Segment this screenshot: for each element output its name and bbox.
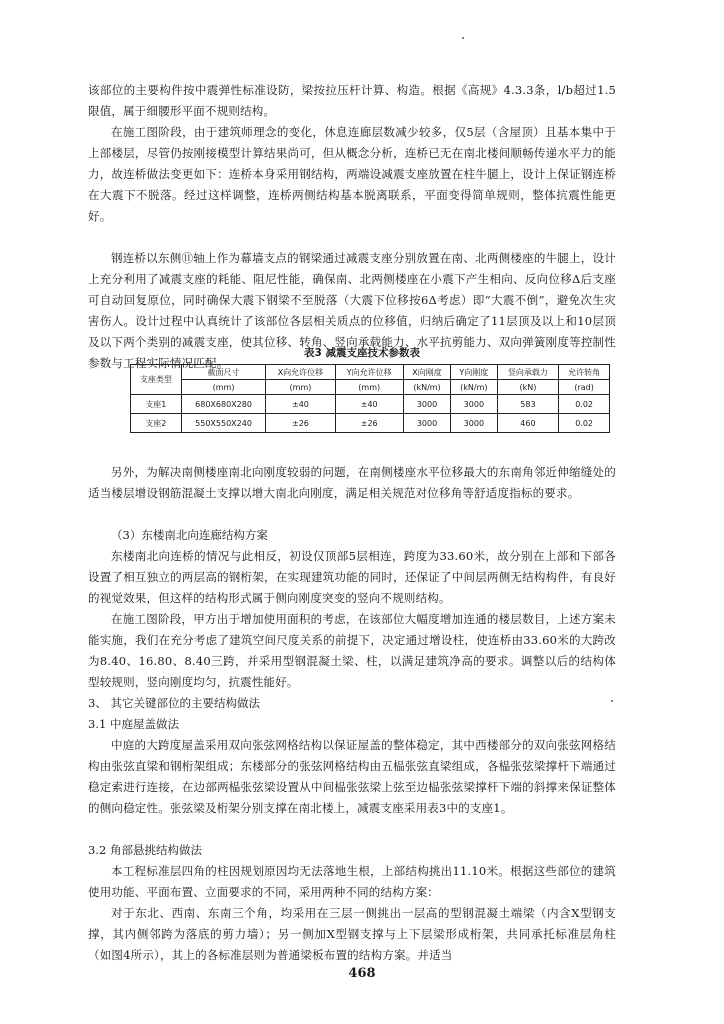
column-unit: (mm) xyxy=(181,380,266,395)
scan-speck xyxy=(611,700,613,702)
column-unit: (mm) xyxy=(335,380,403,395)
table-cell: 0.02 xyxy=(559,414,610,433)
bearing-parameter-table xyxy=(130,364,610,433)
scan-speck xyxy=(462,37,464,39)
row-type: 支座2 xyxy=(131,414,182,433)
section-heading-3: （3）东楼南北向连廊结构方案 xyxy=(111,528,268,542)
column-header: 截面尺寸 xyxy=(181,365,266,380)
section-heading: 3、 其它关键部位的主要结构做法 xyxy=(88,696,260,710)
column-header: X向刚度 xyxy=(403,365,450,380)
subsection-heading-3-1: 3.1 中庭屋盖做法 xyxy=(88,717,179,731)
table-corner-header: 支座类型 xyxy=(131,365,182,395)
paragraph-2: 在施工图阶段，由于建筑师理念的变化，休息连廊层数减少较多，仅5层（含屋顶）且基本集中于上部楼层，尽管仍按刚接模型计算结果尚可，但从概念分析，连桥已无在南北楼间顺畅传递水平力的能力，故连桥做法变更如下：连桥本身采用钢结构，两端设减震支座放置在柱牛腿上，设计上保证钢连桥在大震下不脱落。经过这样调整，连桥两侧结构基本脱离联系，平面变得简单规则，整体抗震性能更好。 xyxy=(88,125,616,223)
table-cell: 3000 xyxy=(451,414,497,433)
page-number: 468 xyxy=(348,966,376,981)
table-cell: 0.02 xyxy=(559,395,610,414)
paragraph-9: 对于东北、西南、东南三个角，均采用在三层一侧挑出一层高的型钢混凝土端梁（内含X型钢支撑，其内侧邻跨为落底的剪力墙）；另一侧加X型钢支撑与上下层梁形成桁架，共同承托标准层角柱（如图4所示），其上的各标准层则为普通梁板布置的结构方案。并适当 xyxy=(88,906,616,962)
table-cell: 550X550X240 xyxy=(181,414,266,433)
table-cell: ±26 xyxy=(266,414,335,433)
paragraph-3: 钢连桥以东侧⑪轴上作为幕墙支点的钢梁通过减震支座分别放置在南、北两侧楼座的牛腿上，设计上充分利用了减震支座的耗能、阻尼性能，确保南、北两侧楼座在小震下产生相向、反向位移Δ后支座可自动回复原位，同时确保大震下钢梁不至脱落（大震下位移按6Δ考虑）即“大震不倒”，避免次生灾害伤人。设计过程中认真统计了该部位各层相关质点的位移值，归纳后确定了11层顶及以上和10层顶及以下两个类别的减震支座，使其位移、转角、竖向承载能力、水平抗剪能力、双向弹簧刚度等控制性参数与工程实际情况匹配。 xyxy=(88,251,616,370)
paragraph-5: 东楼南北向连桥的情况与此相反，初设仅顶部5层相连，跨度为33.60米，故分别在上部和下部各设置了相互独立的两层高的钢桁架，在实现建筑功能的同时，还保证了中间层两侧无结构构件，有良好的视觉效果，但这样的结构形式属于侧向刚度突变的竖向不规则结构。 xyxy=(88,549,616,605)
table-cell: 680X680X280 xyxy=(181,395,266,414)
column-unit: (kN) xyxy=(497,380,559,395)
column-unit: (rad) xyxy=(559,380,610,395)
column-header: 竖向承载力 xyxy=(497,365,559,380)
table-cell: 3000 xyxy=(403,395,450,414)
table-row xyxy=(131,414,610,433)
table-cell: 3000 xyxy=(403,414,450,433)
column-unit: (kN/m) xyxy=(451,380,497,395)
column-header: Y向刚度 xyxy=(451,365,497,380)
row-type: 支座1 xyxy=(131,395,182,414)
paragraph-7: 中庭的大跨度屋盖采用双向张弦网格结构以保证屋盖的整体稳定，其中西楼部分的双向张弦网格结构由张弦直梁和钢桁架组成；东楼部分的张弦网格结构由五榀张弦直梁组成，各榀张弦梁撑杆下端通过稳定索进行连接，在边部两榀张弦梁设置从中间榀张弦梁上弦至边榀张弦梁撑杆下端的斜撑来保证整体的侧向稳定性。张弦梁及桁架分别支撑在南北楼上，减震支座采用表3中的支座1。 xyxy=(88,738,616,815)
table-cell: ±40 xyxy=(266,395,335,414)
table-cell: 3000 xyxy=(451,395,497,414)
table-row xyxy=(131,395,610,414)
column-header: Y向允许位移 xyxy=(335,365,403,380)
column-unit: (kN/m) xyxy=(403,380,450,395)
table-cell: ±40 xyxy=(335,395,403,414)
table-cell: ±26 xyxy=(335,414,403,433)
table-cell: 460 xyxy=(497,414,559,433)
paragraph-8: 本工程标准层四角的柱因规划原因均无法落地生根，上部结构挑出11.10米。根据这些部位的建筑使用功能、平面布置、立面要求的不同，采用两种不同的结构方案： xyxy=(88,864,616,899)
table-cell: 583 xyxy=(497,395,559,414)
subsection-heading-3-2: 3.2 角部悬挑结构做法 xyxy=(88,843,202,857)
paragraph-6: 在施工图阶段，甲方出于增加使用面积的考虑，在该部位大幅度增加连通的楼层数目，上述方案未能实施，我们在充分考虑了建筑空间尺度关系的前提下，决定通过增设柱，使连桥由33.60米的大跨改为8.40、16.80、8.40三跨，并采用型钢混凝土梁、柱，以满足建筑净高的要求。调整以后的结构体型较规则，竖向刚度均匀，抗震性能好。 xyxy=(88,612,616,689)
column-header: X向允许位移 xyxy=(266,365,335,380)
paragraph-1: 该部位的主要构件按中震弹性标准设防，梁按拉压杆计算、构造。根据《高规》4.3.3条，l/b超过1.5限值，属于细腰形平面不规则结构。 xyxy=(88,83,616,118)
paragraph-4: 另外，为解决南侧楼座南北向刚度较弱的问题，在南侧楼座水平位移最大的东南角邻近伸缩缝处的适当楼层增设钢筋混凝土支撑以增大南北向刚度，满足相关规范对位移角等舒适度指标的要求。 xyxy=(88,465,616,500)
column-unit: (mm) xyxy=(266,380,335,395)
column-header: 允许转角 xyxy=(559,365,610,380)
table-caption: 表3 减震支座技术参数表 xyxy=(304,347,420,359)
